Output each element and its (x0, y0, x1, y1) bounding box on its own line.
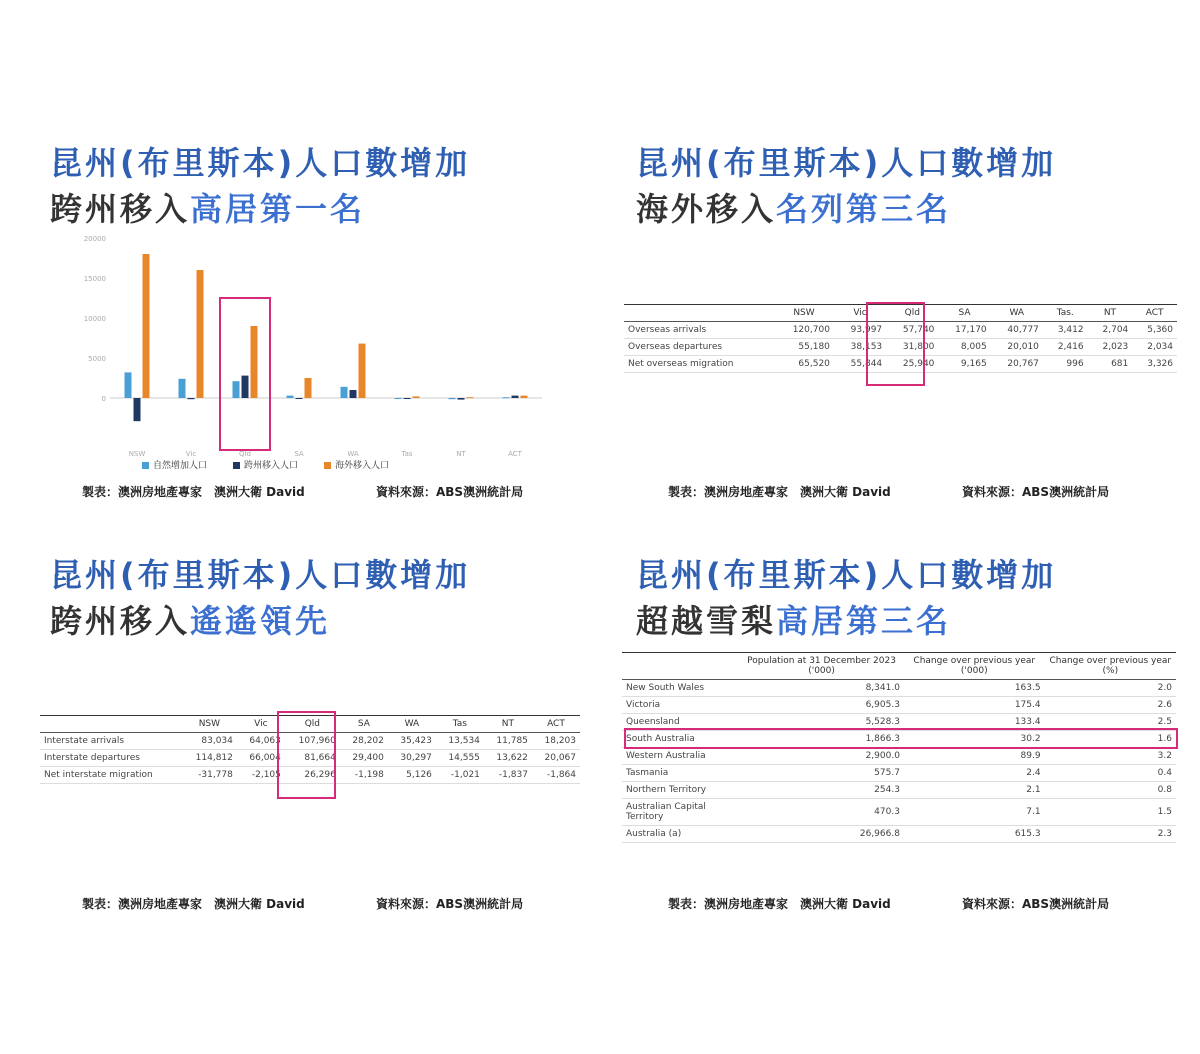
queensland-row-highlight (624, 728, 1178, 749)
table-cell: 2,416 (1043, 339, 1088, 356)
table-cell: 25,940 (886, 356, 938, 373)
table-cell: 470.3 (739, 799, 904, 826)
table-cell: 93,997 (834, 322, 886, 339)
bar-nsw-series-2 (143, 254, 150, 398)
table-cell: 7.1 (904, 799, 1045, 826)
table-cell: 40,777 (991, 322, 1043, 339)
panel-title (636, 140, 1196, 232)
table-cell: 30.2 (904, 731, 1045, 748)
table-cell: 18,203 (532, 733, 580, 750)
table-cell: 9,165 (938, 356, 990, 373)
table-cell: -1,021 (436, 767, 484, 784)
bar-sa-series-2 (305, 378, 312, 398)
table-cell: 30,297 (388, 750, 436, 767)
column-header: Change over previous year ('000) (904, 653, 1045, 680)
table-cell: 0.4 (1045, 765, 1176, 782)
legend-swatch (233, 462, 240, 469)
column-header (40, 716, 182, 733)
table-cell: 13,622 (484, 750, 532, 767)
row-label: Queensland (622, 714, 739, 731)
table-row (622, 697, 1176, 714)
qld-highlight-box (277, 711, 336, 799)
table-cell: 2,900.0 (739, 748, 904, 765)
table-cell: 996 (1043, 356, 1088, 373)
bar-sa-series-1 (296, 398, 303, 399)
table-cell: 20,010 (991, 339, 1043, 356)
table-cell: 57,740 (886, 322, 938, 339)
table-cell: 38,153 (834, 339, 886, 356)
table-cell: 1,866.3 (739, 731, 904, 748)
row-label: Victoria (622, 697, 739, 714)
population-bar-chart (80, 228, 550, 478)
table-cell: 8,005 (938, 339, 990, 356)
table-cell: 1.5 (1045, 799, 1176, 826)
credit-source: 資料來源：ABS澳洲統計局 (962, 485, 1110, 499)
row-label: Overseas arrivals (624, 322, 774, 339)
column-header: NSW (774, 305, 834, 322)
table-row (622, 782, 1176, 799)
table-cell: 5,360 (1132, 322, 1177, 339)
panel-title (50, 140, 610, 232)
column-header: NT (484, 716, 532, 733)
row-label: Northern Territory (622, 782, 739, 799)
table-cell: 83,034 (182, 733, 237, 750)
x-tick-label: WA (347, 450, 359, 458)
table-cell: 17,170 (938, 322, 990, 339)
column-header: WA (991, 305, 1043, 322)
panel-interstate-table (50, 552, 610, 644)
column-header: SA (340, 716, 388, 733)
credit-source: 資料來源：ABS澳洲統計局 (962, 897, 1110, 911)
table-cell: 120,700 (774, 322, 834, 339)
x-tick-label: SA (294, 450, 304, 458)
chart-svg (80, 228, 550, 478)
bar-wa-series-1 (350, 390, 357, 398)
table-cell: 55,180 (774, 339, 834, 356)
title-line-2a: 海外移入 (636, 190, 777, 228)
table-cell: 615.3 (904, 826, 1045, 843)
title-line-1: 昆州(布里斯本)人口數增加 (636, 144, 1057, 182)
title-line-2a: 跨州移入 (50, 602, 191, 640)
table-cell: -2,105 (237, 767, 285, 784)
column-header: Qld (886, 305, 938, 322)
panel-interstate-chart (50, 140, 610, 232)
table-cell: 65,520 (774, 356, 834, 373)
bar-nsw-series-0 (125, 372, 132, 398)
title-line-2b: 遙遙領先 (190, 602, 331, 640)
table-cell: 8,341.0 (739, 680, 904, 697)
legend-item-overseas (324, 458, 389, 471)
table-cell: 2.1 (904, 782, 1045, 799)
table-cell: 2.4 (904, 765, 1045, 782)
table-cell: 20,067 (532, 750, 580, 767)
table-cell: 26,296 (285, 767, 340, 784)
bar-qld-series-0 (233, 381, 240, 398)
table-cell: 5,126 (388, 767, 436, 784)
table-cell: 2.5 (1045, 714, 1176, 731)
y-tick-label: 20000 (83, 235, 106, 243)
table-cell: 2.3 (1045, 826, 1176, 843)
panel-overseas-table (636, 140, 1196, 232)
table-row (622, 748, 1176, 765)
table-row (622, 826, 1176, 843)
bar-nt-series-0 (449, 398, 456, 399)
x-tick-label: Vic (185, 450, 197, 458)
table-cell: 2,704 (1088, 322, 1133, 339)
table-cell: -1,837 (484, 767, 532, 784)
x-tick-label: Tas (401, 450, 413, 458)
table-cell: 11,785 (484, 733, 532, 750)
legend-swatch (324, 462, 331, 469)
column-header: WA (388, 716, 436, 733)
legend-swatch (142, 462, 149, 469)
bar-qld-series-1 (242, 376, 249, 398)
bar-tas-series-2 (413, 396, 420, 398)
legend-label: 海外移入人口 (335, 461, 390, 471)
title-line-2b: 高居第一名 (190, 190, 366, 228)
row-label: Interstate departures (40, 750, 182, 767)
table-cell: 89.9 (904, 748, 1045, 765)
table-cell: -1,198 (340, 767, 388, 784)
table-cell: 2.0 (1045, 680, 1176, 697)
legend-item-interstate (233, 458, 298, 471)
column-header: Vic (237, 716, 285, 733)
table-cell: 66,004 (237, 750, 285, 767)
row-label: Interstate arrivals (40, 733, 182, 750)
bar-wa-series-2 (359, 344, 366, 398)
row-label: Net interstate migration (40, 767, 182, 784)
table-cell: 14,555 (436, 750, 484, 767)
qld-highlight-box (866, 302, 925, 386)
table-cell: 114,812 (182, 750, 237, 767)
column-header: Change over previous year (%) (1045, 653, 1176, 680)
y-tick-label: 10000 (83, 315, 106, 323)
row-label: New South Wales (622, 680, 739, 697)
table-cell: 1.6 (1045, 731, 1176, 748)
column-header: ACT (532, 716, 580, 733)
table-cell: 175.4 (904, 697, 1045, 714)
column-header (622, 653, 739, 680)
bar-vic-series-0 (179, 379, 186, 398)
table-cell: 81,664 (285, 750, 340, 767)
table-cell: 133.4 (904, 714, 1045, 731)
y-tick-label: 0 (101, 395, 106, 403)
table-row (622, 799, 1176, 826)
bar-act-series-1 (512, 396, 519, 398)
bar-vic-series-2 (197, 270, 204, 398)
table-cell: 254.3 (739, 782, 904, 799)
column-header: Tas (436, 716, 484, 733)
title-line-2a: 跨州移入 (50, 190, 191, 228)
table-cell: 0.8 (1045, 782, 1176, 799)
row-label: Net overseas migration (624, 356, 774, 373)
bar-nt-series-1 (458, 398, 465, 400)
column-header: Vic (834, 305, 886, 322)
table-cell: 3.2 (1045, 748, 1176, 765)
table-cell: 55,844 (834, 356, 886, 373)
title-line-1: 昆州(布里斯本)人口數增加 (50, 556, 471, 594)
table-cell: 26,966.8 (739, 826, 904, 843)
table-cell: 35,423 (388, 733, 436, 750)
panel-population-table (636, 552, 1196, 644)
x-tick-label: Qld (239, 450, 251, 458)
row-label: Tasmania (622, 765, 739, 782)
table-cell: 163.5 (904, 680, 1045, 697)
legend-item-natural (142, 458, 207, 471)
table-cell: 6,905.3 (739, 697, 904, 714)
row-label: South Australia (622, 731, 739, 748)
credit-source: 資料來源：ABS澳洲統計局 (376, 897, 524, 911)
legend-label: 跨州移入人口 (244, 461, 299, 471)
table-cell: 28,202 (340, 733, 388, 750)
credit-maker: 製表：澳洲房地產專家 澳洲大衛 David (82, 897, 305, 911)
panel-title (636, 552, 1196, 644)
x-tick-label: NT (456, 450, 466, 458)
table-header-row (622, 653, 1176, 680)
title-line-2b: 名列第三名 (776, 190, 952, 228)
bar-nsw-series-1 (134, 398, 141, 421)
bar-act-series-2 (521, 396, 528, 398)
table-cell: 2,023 (1088, 339, 1133, 356)
row-label: Western Australia (622, 748, 739, 765)
column-header: SA (938, 305, 990, 322)
column-header: Qld (285, 716, 340, 733)
row-label: Overseas departures (624, 339, 774, 356)
bar-tas-series-1 (404, 398, 411, 399)
row-label: Australian Capital Territory (622, 799, 739, 826)
column-header: Population at 31 December 2023 ('000) (739, 653, 904, 680)
bar-act-series-0 (503, 397, 510, 398)
qld-highlight-box (220, 298, 270, 450)
title-line-1: 昆州(布里斯本)人口數增加 (50, 144, 471, 182)
table-cell: 20,767 (991, 356, 1043, 373)
column-header: Tas. (1043, 305, 1088, 322)
table-cell: 29,400 (340, 750, 388, 767)
bar-wa-series-0 (341, 387, 348, 398)
table-cell: -31,778 (182, 767, 237, 784)
title-line-2b: 高居第三名 (776, 602, 952, 640)
bar-tas-series-0 (395, 398, 402, 399)
title-line-2a: 超越雪梨 (636, 602, 777, 640)
column-header: NSW (182, 716, 237, 733)
table-cell: 64,063 (237, 733, 285, 750)
table-cell: 3,326 (1132, 356, 1177, 373)
x-tick-label: NSW (128, 450, 146, 458)
bar-vic-series-1 (188, 398, 195, 399)
table-cell: -1,864 (532, 767, 580, 784)
table-cell: 107,960 (285, 733, 340, 750)
table-cell: 575.7 (739, 765, 904, 782)
bar-qld-series-2 (251, 326, 258, 398)
credit-maker: 製表：澳洲房地產專家 澳洲大衛 David (668, 485, 891, 499)
credit-maker: 製表：澳洲房地產專家 澳洲大衛 David (82, 485, 305, 499)
panel-title (50, 552, 610, 644)
table-cell: 5,528.3 (739, 714, 904, 731)
table-cell: 2,034 (1132, 339, 1177, 356)
title-line-1: 昆州(布里斯本)人口數增加 (636, 556, 1057, 594)
table-cell: 681 (1088, 356, 1133, 373)
table-cell: 2.6 (1045, 697, 1176, 714)
column-header (624, 305, 774, 322)
table-cell: 3,412 (1043, 322, 1088, 339)
table-cell: 31,800 (886, 339, 938, 356)
row-label: Australia (a) (622, 826, 739, 843)
table-row (622, 765, 1176, 782)
credit-source: 資料來源：ABS澳洲統計局 (376, 485, 524, 499)
y-tick-label: 15000 (83, 275, 106, 283)
legend-label: 自然增加人口 (153, 461, 208, 471)
table-row (622, 680, 1176, 697)
x-tick-label: ACT (508, 450, 522, 458)
column-header: NT (1088, 305, 1133, 322)
chart-legend (142, 458, 389, 471)
bar-sa-series-0 (287, 396, 294, 398)
credit-maker: 製表：澳洲房地產專家 澳洲大衛 David (668, 897, 891, 911)
column-header: ACT (1132, 305, 1177, 322)
y-tick-label: 5000 (88, 355, 106, 363)
bar-nt-series-2 (467, 397, 474, 398)
table-cell: 13,534 (436, 733, 484, 750)
